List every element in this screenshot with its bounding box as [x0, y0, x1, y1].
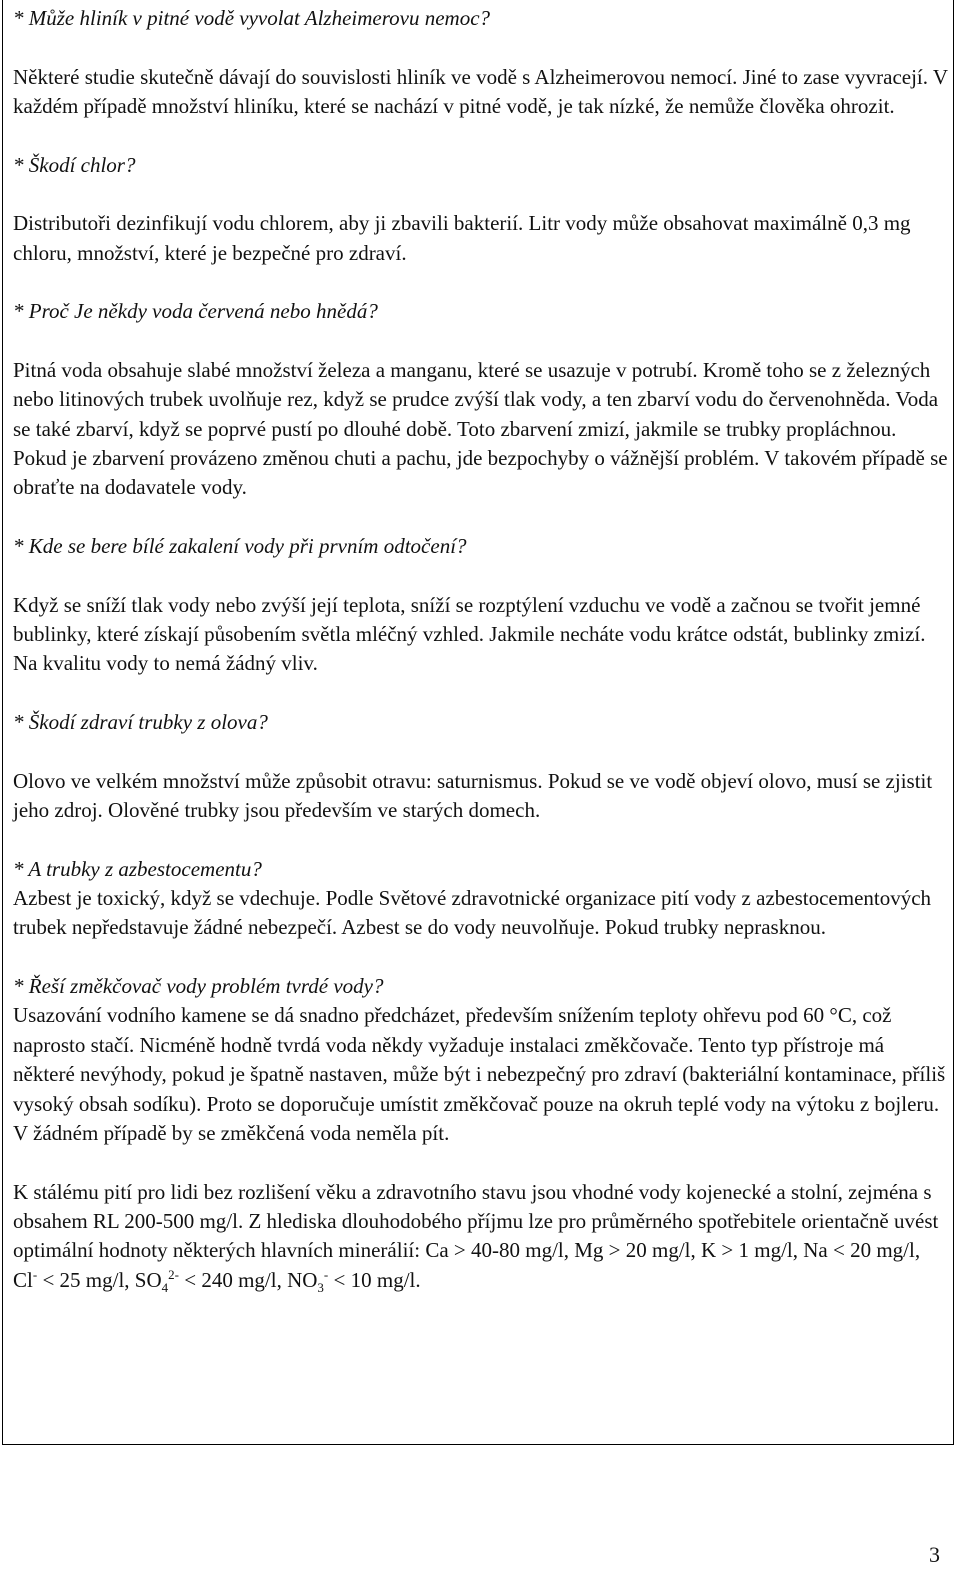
- question-heading: * Proč Je někdy voda červená nebo hnědá?: [13, 299, 378, 324]
- answer-paragraph: Některé studie skutečně dávají do souvislosti hliník ve vodě s Alzheimerovou nemocí. Jiné to zase vyvracejí. V každém případě množství hliníku, které se nachází v pitné vodě, je tak nízké, že nemůže člověka ohrozit.: [13, 64, 948, 118]
- question-heading: * Škodí zdraví trubky z olova?: [13, 710, 268, 734]
- answer-paragraph: Distributoři dezinfikují vodu chlorem, aby ji zbavili bakterií. Litr vody může obsahovat maximálně 0,3 mg chloru, množství, které je bezpečné pro zdraví.: [13, 211, 911, 265]
- question-heading: * A trubky z azbestocementu?: [13, 856, 262, 881]
- answer-paragraph: Usazování vodního kamene se dá snadno předcházet, především snížením teploty ohřevu pod 60 °C, což naprosto stačí. Nicméně hodně tvrdá voda někdy vyžaduje instalaci změkčovače. Tento typ přístroje má některé nevýhody, pokud je špatně nastaven, může být i nebezpečný pro zdraví (bakteriální kontaminace, příliš vysoký obsah sodíku). Proto se doporučuje umístit změkčovač pouze na okruh teplé vody na výtoku z bojleru. V žádném případě by se změkčená voda neměla pít.: [13, 1003, 946, 1146]
- mineral-text: < 25 mg/l, SO: [37, 1267, 162, 1292]
- answer-paragraph: Když se sníží tlak vody nebo zvýší její teplota, sníží se rozptýlení vzduchu ve vodě a začnou se tvořit jemné bublinky, které získají působením světla mléčný vzhled. Jakmile necháte vodu krátce odstát, bublinky zmizí. Na kvalitu vody to nemá žádný vliv.: [13, 592, 926, 676]
- answer-paragraph: Olovo ve velkém množství může způsobit otravu: saturnismus. Pokud se ve vodě objeví olovo, musí se zjistit jeho zdroj. Olověné trubky jsou především ve starých domech.: [13, 768, 933, 822]
- page-number: 3: [929, 1542, 940, 1567]
- question-heading: * Škodí chlor?: [13, 152, 136, 177]
- question-heading: * Může hliník v pitné vodě vyvolat Alzheimerovu nemoc?: [13, 6, 491, 30]
- mineral-text: < 10 mg/l.: [328, 1267, 421, 1292]
- nitrate-charge: -: [323, 1266, 329, 1282]
- question-heading: * Řeší změkčovač vody problém tvrdé vody?: [13, 974, 384, 998]
- mineral-text: K stálému pití pro lidi bez rozlišení věku a zdravotního stavu jsou vhodné vody kojenecké a stolní, zejména s obsahem RL 200-500 mg/l. Z hlediska dlouhodobého příjmu lze pro průměrného spotřebitele orientačně uvést optimální hodnoty některých hlavních minerálií: Ca > 40-80 mg/l, Mg > 20 mg/l, K > 1 mg/l, Na < 20 mg/l, Cl: [13, 1179, 939, 1292]
- mineral-recommendation-paragraph: [13, 1178, 948, 1296]
- mineral-text: < 240 mg/l, NO: [178, 1267, 318, 1292]
- document-body: [13, 4, 948, 1295]
- question-heading: * Kde se bere bílé zakalení vody při prvním odtočení?: [13, 534, 467, 558]
- sulfate-charge: 2-: [168, 1266, 179, 1282]
- sulfate-subscript: 4: [161, 1280, 169, 1296]
- answer-paragraph: Azbest je toxický, když se vdechuje. Podle Světové zdravotnické organizace pití vody z azbestocementových trubek nepředstavuje žádné nebezpečí. Azbest se do vody neuvolňuje. Pokud trubky neprasknou.: [13, 886, 932, 940]
- answer-paragraph: Pitná voda obsahuje slabé množství železa a manganu, které se usazuje v potrubí. Kromě toho se z železných nebo litinových trubek uvolňuje rez, když se prudce zvýší tlak vody, a ten zbarví vodu do červenohněda. Voda se také zbarví, když se poprvé pustí po dlouhé době. Toto zbarvení zmizí, jakmile se trubky propláchnou. Pokud je zbarvení provázeno změnou chuti a pachu, jde bezpochyby o vážnější problém. V takovém případě se obraťte na dodavatele vody.: [13, 357, 948, 500]
- nitrate-subscript: 3: [317, 1280, 324, 1296]
- chloride-charge: -: [32, 1266, 38, 1282]
